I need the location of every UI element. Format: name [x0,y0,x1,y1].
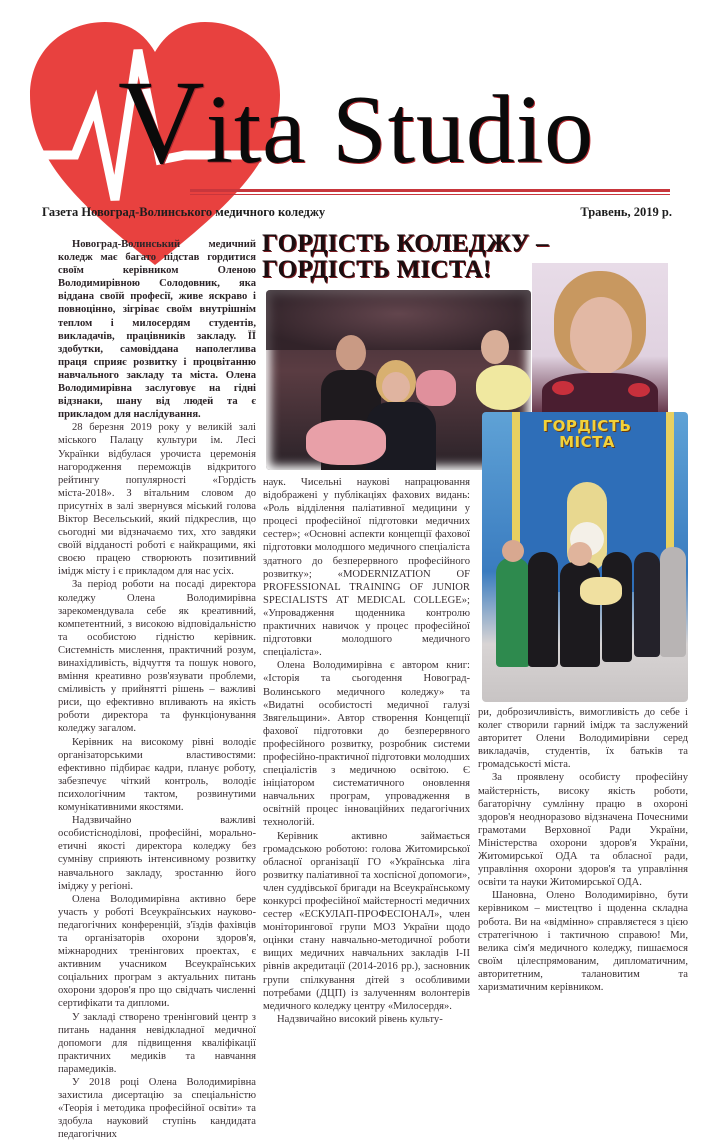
photo-group-award [482,412,688,702]
masthead [0,0,724,230]
article-column-1 [58,238,256,1141]
article-paragraph: У закладі створено тренінговий центр з питань надання невідкладної медичної допомоги для підвищення кваліфікації практичних медиків та навчання парамедиків. [58,1011,256,1075]
photo-portrait-director [532,263,668,418]
article-paragraph: Олена Володимирівна є автором книг: «Історія та сьогодення Новоград-Волинського медичного коледжу» та «Видатні особистості медичної галузі Звягельщини». Автор створення Концепції фахової підготовки до безперервного професійного розвитку, розробник системи професійно-практичної підготовки молодших спеціалістів з медичною освітою. Є ініціатором систематичного оновлення навчальних програм, упровадження в освітній процес інноваційних педагогічних технологій. [263,660,470,829]
article-paragraph: За проявлену особисту професійну майстерність, високу якість роботи, багаторічну сумлінну працю в охороні здоров'я неодноразово відзначена Почесними грамотами Верховної Ради України, Міністерства охорони здоров'я України, Житомирської ОДА та обласної ради, управління охорони здоров'я та управління освіти та науки Житомирської ОДА. [478,772,688,889]
article-paragraph: Олена Володимирівна активно бере участь у роботі Всеукраїнських науково-педагогічних конференцій, з'їздів фахівців та організаторів охорони здоров'я, міжнародних тренінгових проектах, є активним учасником Всеукраїнських соціальних програм з актуальних питань охорони здоров'я про що свідчать численні сертифікати та дипломи. [58,893,256,1010]
newspaper-subtitle: Газета Новоград-Волинського медичного коледжу [42,205,326,219]
article-paragraph: Керівник активно займається громадською роботою: голова Житомирської обласної організації ГО «Українська ліга розвитку паліативної та хоспісної допомоги», член суддівської бригади на Всеукраїнському конкурсі професійної майстерності медичних сестер «ЕСКУЛАП-ПРОФЕСІОНАЛ», член моніторингової групи МОЗ України щодо оцінки стану навчально-методичної роботи вищих медичних навчальних закладів І-ІІ рівнів акредитації (2014-2016 рр.), засновник групи спілкування дітей з особливими потребами (ДЦП) із залученням волонтерів медичного коледжу центру «Милосердя». [263,830,470,1012]
issue-date: Травень, 2019 р. [580,205,672,219]
title-first-letter: V [118,55,206,188]
article-paragraph: Надзвичайно високий рівень культу- [277,1013,443,1025]
newspaper-title [118,55,595,188]
article-paragraph: Надзвичайно важливі особистісноділові, професійні, морально-етичні якості директора коледжу без сумніву сприяють інтенсивному розвитку навчального закладу, зростанню його іміджу у регіоні. [58,815,256,892]
article-paragraph: 28 березня 2019 року у великій залі міського Палацу культури ім. Лесі Українки відбулася урочиста церемонія нагородження переможців відкритого рейтингу популярності «Гордість міста-2018». З вітальним словом до присутніх в залі звернувся міський голова Віктор Весельський, який підкреслив, що сьогодні ми відзначаємо тих, хто завдяки своїй відданості роботі є найкращими, які своєю працею створюють позитивний імідж місту і є прикладом для нас усіх. [58,422,256,578]
masthead-rule [190,189,670,195]
article-paragraph: ри, доброзичливість, вимогливість до себе і колег створили гарний імідж та заслужений авторитет Олени Володимирівни серед викладачів, студентів, їх батьків та громадськості міста. [478,707,688,771]
banner-text: ГОРДІСТЬ МІСТА [542,417,632,451]
article-lead-paragraph: Новоград-Волинський медичний коледж має багато підстав гордитися своїм керівником Оленою Володимирівною Солодовник, яка віддана своїй професії, живе яскраво і повноцінно, зігріває своїм внутрішнім теплом і милосердям студентів, викладачів, працівників закладу. ЇЇ здобутки, самовіддана наполеглива праця сприяє розвитку і процвітанню навчального закладу та міста. Олена Володимирівна заслуговує на гідні відзнаки, шану від людей та є прикладом для наслідування. [58,239,256,421]
title-rest: ita Studio [205,76,595,184]
article-column-2 [263,476,470,1026]
article-paragraph: Керівник на високому рівні володіє організаторськими властивостями: ефективно підбирає кадри, планує роботу, забезпечує чіткий контроль, володіє психологічним тактом, розвинутими комунікативними якостями. [58,736,256,814]
article-paragraph: У 2018 році Олена Володимирівна захистила дисертацію за спеціальністю «Теорія і методика професійної освіти» та здобула науковий ступінь кандидата педагогічних [58,1077,256,1141]
article-paragraph: За період роботи на посаді директора коледжу Олена Володимирівна зарекомендувала себе як креативний, компетентний, з високою відповідальністю та особистою гідністю керівник. Системність мислення, практичний розум, винахідливість, відчуття та пошук нового, вміння креативно розв'язувати проблеми, сміливість у прийнятті рішень – важливі риси, що ефективно впливають на якість роботи директора та функціонування коледжу загалом. [58,579,256,735]
article-column-3 [478,706,688,994]
headline-line-2: ГОРДІСТЬ МІСТА! [262,256,492,283]
article-paragraph: наук. Чисельні наукові напрацювання відображені у публікаціях фахових видань: «Роль відділення паліативної медицини у процесі професійної підготовки медичних сестер»; «Основні аспекти концепції фахової підготовки молодшого медичного спеціаліста здатного до безперервного професійного розвитку»; «MODERNIZATION OF PROFESSIONAL TRAINING OF JUNIOR SPECIALISTS AT MEDICAL COLLEGE»; «Упровадження щоденника контролю практичних навичок у процес професійної підготовки молодшого медичного спеціаліста». [263,477,470,659]
article-paragraph: Шановна, Олено Володимирівно, бути керівником – мистецтво і щоденна складна робота. Ви на «відмінно» справляєтеся з цією стратегічною і тактичною справою! Ми, велика сім'я медичного коледжу, пишаємося своїм цілеспрямованим, дипломатичним, авторитетним, талановитим та харизматичним керівником. [478,890,688,993]
headline-line-1: ГОРДІСТЬ КОЛЕДЖУ – [262,230,549,257]
